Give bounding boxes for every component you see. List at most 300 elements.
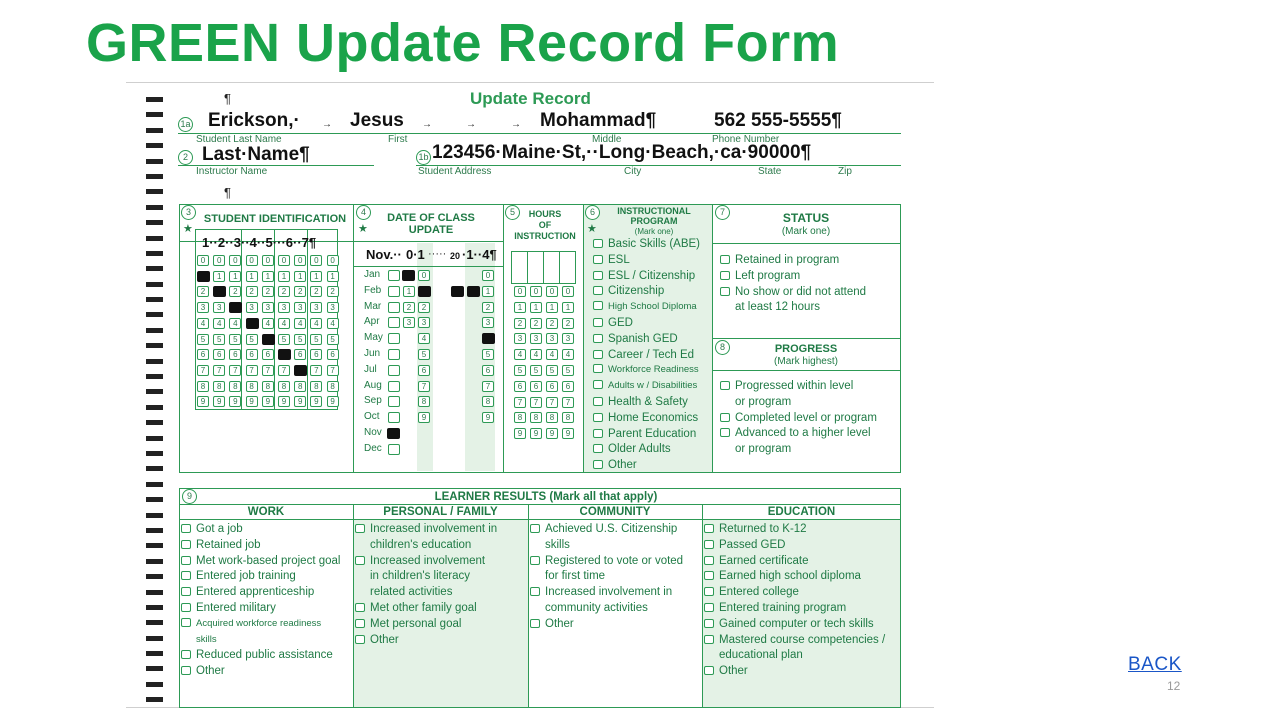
id-bubble[interactable]: 1: [246, 271, 258, 282]
program-option[interactable]: [593, 458, 637, 472]
learner-result-item[interactable]: [704, 633, 885, 647]
program-option[interactable]: [593, 363, 699, 377]
phone-field[interactable]: 562 555-5555¶: [714, 110, 842, 131]
checkbox-icon[interactable]: [181, 603, 191, 612]
id-bubble[interactable]: 3: [294, 302, 306, 313]
checkbox-icon[interactable]: [593, 460, 603, 469]
hours-bubble[interactable]: 1: [562, 302, 574, 313]
day-ones-bubble[interactable]: 3: [418, 317, 430, 328]
checkbox-icon[interactable]: [530, 619, 540, 628]
checkbox-icon[interactable]: [593, 413, 603, 422]
day-ones-bubble[interactable]: 2: [418, 302, 430, 313]
binder-hole: [146, 374, 163, 379]
id-bubble[interactable]: 8: [278, 381, 290, 392]
checkbox-icon[interactable]: [720, 271, 730, 280]
checkbox-icon[interactable]: [530, 587, 540, 596]
instructor-name-field[interactable]: Last·Name¶: [202, 144, 310, 165]
learner-result-item[interactable]: [181, 601, 276, 615]
program-option-label: Citizenship: [608, 285, 665, 298]
checkbox-icon[interactable]: [704, 587, 714, 596]
checkbox-icon[interactable]: [181, 571, 191, 580]
id-bubble[interactable]: 2: [310, 286, 322, 297]
hours-bubble[interactable]: 7: [546, 397, 558, 408]
id-bubble[interactable]: 6: [327, 349, 339, 360]
hours-bubble[interactable]: 7: [530, 397, 542, 408]
back-link[interactable]: BACK: [1128, 654, 1182, 675]
id-bubble[interactable]: 0: [213, 255, 225, 266]
checkbox-icon[interactable]: [593, 301, 603, 310]
learner-result-item[interactable]: [704, 617, 874, 631]
hours-bubble[interactable]: 2: [562, 318, 574, 329]
checkbox-icon[interactable]: [355, 556, 365, 565]
learner-result-item[interactable]: [530, 585, 672, 599]
checkbox-icon[interactable]: [593, 364, 603, 373]
binder-hole: [146, 451, 163, 456]
status-option[interactable]: [720, 253, 839, 267]
id-bubble[interactable]: 3: [197, 302, 209, 313]
learner-result-item[interactable]: [355, 554, 485, 568]
id-bubble[interactable]: 1: [294, 271, 306, 282]
checkbox-icon[interactable]: [704, 635, 714, 644]
marked-year-bubble[interactable]: [451, 286, 464, 297]
learner-result-item[interactable]: [355, 633, 399, 647]
month-bubble[interactable]: [388, 444, 400, 455]
learner-result-item[interactable]: [530, 554, 683, 568]
program-heading: INSTRUCTIONAL PROGRAM (Mark one): [617, 206, 691, 236]
hours-bubble[interactable]: 7: [514, 397, 526, 408]
id-bubble[interactable]: 0: [229, 255, 241, 266]
program-option[interactable]: [593, 348, 694, 362]
id-bubble[interactable]: 2: [246, 286, 258, 297]
hours-bubble[interactable]: 6: [530, 381, 542, 392]
hours-bubble[interactable]: 4: [514, 349, 526, 360]
hours-bubble[interactable]: 9: [514, 428, 526, 439]
day-ones-bubble[interactable]: 7: [418, 381, 430, 392]
program-option[interactable]: [593, 411, 698, 425]
id-bubble[interactable]: 8: [229, 381, 241, 392]
program-option[interactable]: [593, 427, 696, 441]
checkbox-icon[interactable]: [704, 524, 714, 533]
id-bubble[interactable]: 0: [197, 255, 209, 266]
program-option[interactable]: [593, 332, 678, 346]
day-tens-bubble[interactable]: 3: [403, 317, 415, 328]
hours-bubble[interactable]: 2: [546, 318, 558, 329]
learner-result-item[interactable]: [704, 554, 809, 568]
id-bubble[interactable]: 3: [310, 302, 322, 313]
marked-bubble[interactable]: [246, 318, 259, 329]
checkbox-icon[interactable]: [355, 524, 365, 533]
id-bubble[interactable]: 7: [278, 365, 290, 376]
hours-bubble[interactable]: 6: [562, 381, 574, 392]
learner-result-item[interactable]: [704, 585, 799, 599]
id-bubble[interactable]: 7: [246, 365, 258, 376]
checkbox-icon[interactable]: [593, 444, 603, 453]
hours-bubble[interactable]: 3: [562, 333, 574, 344]
id-bubble[interactable]: 4: [213, 318, 225, 329]
learner-result-item[interactable]: [355, 601, 477, 615]
year-bubble[interactable]: 2: [482, 302, 494, 313]
checkbox-icon[interactable]: [593, 380, 603, 389]
marked-month-bubble[interactable]: [387, 428, 400, 439]
learner-result-label: Entered job training: [196, 570, 296, 583]
id-bubble[interactable]: 4: [229, 318, 241, 329]
section-5-number: 5: [505, 205, 520, 220]
checkbox-icon[interactable]: [720, 381, 730, 390]
hours-bubble[interactable]: 2: [514, 318, 526, 329]
hours-bubble[interactable]: 0: [546, 286, 558, 297]
page-number: 12: [1167, 679, 1181, 693]
id-bubble[interactable]: 3: [262, 302, 274, 313]
marked-day-bubble[interactable]: [418, 286, 431, 297]
section-2-number: 2: [178, 150, 193, 165]
hours-bubble[interactable]: 4: [530, 349, 542, 360]
program-option[interactable]: [593, 379, 697, 393]
id-bubble[interactable]: 1: [327, 271, 339, 282]
id-bubble[interactable]: 2: [278, 286, 290, 297]
month-bubble[interactable]: [388, 302, 400, 313]
id-bubble[interactable]: 9: [229, 396, 241, 407]
checkbox-icon[interactable]: [181, 587, 191, 596]
hours-bubble[interactable]: 8: [546, 412, 558, 423]
hours-bubble[interactable]: 5: [562, 365, 574, 376]
hours-bubble[interactable]: 0: [562, 286, 574, 297]
id-bubble[interactable]: 1: [310, 271, 322, 282]
learner-result-item[interactable]: [704, 664, 748, 678]
month-bubble[interactable]: [388, 270, 400, 281]
id-bubble[interactable]: 9: [197, 396, 209, 407]
program-option[interactable]: [593, 269, 695, 283]
hours-bubble[interactable]: 7: [562, 397, 574, 408]
month-bubble[interactable]: [388, 412, 400, 423]
status-option[interactable]: [720, 285, 866, 299]
checkbox-icon[interactable]: [181, 650, 191, 659]
id-bubble[interactable]: 5: [213, 334, 225, 345]
month-bubble[interactable]: [388, 333, 400, 344]
id-bubble[interactable]: 9: [246, 396, 258, 407]
month-bubble[interactable]: [388, 381, 400, 392]
id-bubble[interactable]: 8: [262, 381, 274, 392]
id-bubble[interactable]: 4: [262, 318, 274, 329]
student-address-field[interactable]: 123456·Maine·St,··Long·Beach,·ca·90000¶: [432, 142, 812, 163]
hours-bubble[interactable]: 9: [546, 428, 558, 439]
checkbox-icon[interactable]: [181, 618, 191, 627]
id-bubble[interactable]: 6: [246, 349, 258, 360]
month-bubble[interactable]: [388, 317, 400, 328]
checkbox-icon[interactable]: [704, 603, 714, 612]
id-bubble[interactable]: 5: [229, 334, 241, 345]
checkbox-icon[interactable]: [355, 603, 365, 612]
id-bubble[interactable]: 3: [213, 302, 225, 313]
hours-bubble[interactable]: 6: [546, 381, 558, 392]
hours-bubble[interactable]: 5: [530, 365, 542, 376]
binder-hole: [146, 697, 163, 702]
program-option[interactable]: [593, 395, 688, 409]
id-bubble[interactable]: 3: [246, 302, 258, 313]
learner-result-item[interactable]: [704, 601, 846, 615]
binder-hole: [146, 574, 163, 579]
learner-result-item[interactable]: [704, 522, 807, 536]
checkbox-icon[interactable]: [181, 556, 191, 565]
id-bubble[interactable]: 0: [310, 255, 322, 266]
hours-bubble[interactable]: 0: [514, 286, 526, 297]
year-bubble[interactable]: 7: [482, 381, 494, 392]
id-bubble[interactable]: 9: [327, 396, 339, 407]
id-bubble[interactable]: 8: [246, 381, 258, 392]
hours-bubble[interactable]: 9: [562, 428, 574, 439]
checkbox-icon[interactable]: [593, 334, 603, 343]
hours-bubble[interactable]: 1: [514, 302, 526, 313]
checkbox-icon[interactable]: [593, 271, 603, 280]
hours-bubble[interactable]: 4: [562, 349, 574, 360]
month-bubble[interactable]: [388, 286, 400, 297]
hours-bubble[interactable]: 5: [514, 365, 526, 376]
hours-bubble[interactable]: 1: [546, 302, 558, 313]
program-option[interactable]: [593, 300, 697, 314]
id-bubble[interactable]: 6: [262, 349, 274, 360]
middle-name-field[interactable]: Mohammad¶: [540, 110, 657, 131]
hours-bubble[interactable]: 1: [530, 302, 542, 313]
checkbox-icon[interactable]: [593, 397, 603, 406]
hours-bubble[interactable]: 5: [546, 365, 558, 376]
status-option-label: Left program: [735, 269, 801, 282]
id-bubble[interactable]: 7: [327, 365, 339, 376]
id-bubble[interactable]: 5: [310, 334, 322, 345]
id-bubble[interactable]: 6: [294, 349, 306, 360]
id-bubble[interactable]: 7: [229, 365, 241, 376]
program-option[interactable]: [593, 237, 700, 251]
id-bubble[interactable]: 9: [294, 396, 306, 407]
year-bubble[interactable]: 0: [482, 270, 494, 281]
checkbox-icon[interactable]: [181, 524, 191, 533]
learner-result-label: Met personal goal: [370, 617, 462, 630]
id-bubble[interactable]: 3: [278, 302, 290, 313]
id-bubble[interactable]: 0: [294, 255, 306, 266]
marked-bubble[interactable]: [229, 302, 242, 313]
checkbox-icon[interactable]: [355, 635, 365, 644]
tab-arrow-icon: →: [466, 119, 476, 130]
learner-result-item[interactable]: [181, 617, 321, 631]
id-bubble[interactable]: 9: [213, 396, 225, 407]
id-bubble[interactable]: 1: [213, 271, 225, 282]
marked-day-bubble[interactable]: [402, 270, 415, 281]
day-ones-bubble[interactable]: 4: [418, 333, 430, 344]
learner-result-label: Achieved U.S. Citizenship: [545, 523, 678, 535]
month-label: May: [364, 332, 383, 344]
year-bubble[interactable]: 1: [482, 286, 494, 297]
day-ones-bubble[interactable]: 8: [418, 396, 430, 407]
learner-result-label: Retained job: [196, 538, 261, 551]
learner-result-label: skills: [196, 633, 217, 645]
day-ones-bubble[interactable]: 9: [418, 412, 430, 423]
id-bubble[interactable]: 8: [294, 381, 306, 392]
binder-hole: [146, 620, 163, 625]
id-bubble[interactable]: 5: [278, 334, 290, 345]
id-bubble[interactable]: 5: [197, 334, 209, 345]
id-bubble[interactable]: 4: [310, 318, 322, 329]
checkbox-icon[interactable]: [593, 286, 603, 295]
marked-bubble[interactable]: [278, 349, 291, 360]
learner-result-item[interactable]: [355, 522, 497, 536]
marked-bubble[interactable]: [294, 365, 307, 376]
id-bubble[interactable]: 0: [327, 255, 339, 266]
checkbox-icon[interactable]: [181, 666, 191, 675]
hours-bubble[interactable]: 0: [530, 286, 542, 297]
marked-bubble[interactable]: [197, 271, 210, 282]
program-option[interactable]: [593, 284, 664, 298]
id-bubble[interactable]: 0: [278, 255, 290, 266]
learner-result-item[interactable]: [704, 569, 861, 583]
learner-result-item[interactable]: [181, 538, 261, 552]
status-option-label: No show or did not attend: [735, 285, 867, 298]
id-bubble[interactable]: 4: [327, 318, 339, 329]
id-bubble[interactable]: 3: [327, 302, 339, 313]
id-bubble[interactable]: 4: [278, 318, 290, 329]
program-option[interactable]: [593, 253, 630, 267]
id-bubble[interactable]: 7: [213, 365, 225, 376]
year-bubble[interactable]: 8: [482, 396, 494, 407]
day-tens-bubble[interactable]: 2: [403, 302, 415, 313]
binder-hole: [146, 436, 163, 441]
id-bubble[interactable]: 7: [262, 365, 274, 376]
id-bubble[interactable]: 1: [262, 271, 274, 282]
learner-result-item[interactable]: [181, 554, 340, 568]
learner-result-label: in children's literacy: [370, 570, 470, 583]
id-bubble[interactable]: 8: [327, 381, 339, 392]
id-bubble[interactable]: 6: [213, 349, 225, 360]
checkbox-icon[interactable]: [720, 428, 730, 437]
id-bubble[interactable]: 5: [294, 334, 306, 345]
id-bubble[interactable]: 2: [327, 286, 339, 297]
checkbox-icon[interactable]: [181, 540, 191, 549]
last-name-field[interactable]: Erickson,·: [208, 110, 300, 131]
hours-bubble[interactable]: 8: [530, 412, 542, 423]
year-bubble[interactable]: 3: [482, 317, 494, 328]
year-bubble[interactable]: 6: [482, 365, 494, 376]
address-label: Student Address: [418, 166, 492, 177]
checkbox-icon[interactable]: [704, 571, 714, 580]
year-bubble[interactable]: 5: [482, 349, 494, 360]
checkbox-icon[interactable]: [355, 619, 365, 628]
day-ones-bubble[interactable]: 6: [418, 365, 430, 376]
id-bubble[interactable]: 8: [213, 381, 225, 392]
first-name-field[interactable]: Jesus: [350, 110, 404, 131]
binder-hole: [146, 682, 163, 687]
id-bubble[interactable]: 2: [197, 286, 209, 297]
checkbox-icon[interactable]: [530, 556, 540, 565]
hours-bubble[interactable]: 3: [530, 333, 542, 344]
month-bubble[interactable]: [388, 349, 400, 360]
learner-result-item[interactable]: [530, 522, 677, 536]
checkbox-icon[interactable]: [593, 429, 603, 438]
program-option[interactable]: [593, 316, 633, 330]
checkbox-icon[interactable]: [720, 413, 730, 422]
id-bubble[interactable]: 0: [262, 255, 274, 266]
id-bubble[interactable]: 8: [197, 381, 209, 392]
hours-bubble[interactable]: 3: [546, 333, 558, 344]
progress-option[interactable]: [720, 426, 871, 440]
program-option-label: Older Adults: [608, 443, 671, 456]
learner-result-item[interactable]: [530, 617, 574, 631]
id-bubble[interactable]: 4: [294, 318, 306, 329]
month-bubble[interactable]: [388, 396, 400, 407]
learner-result-item[interactable]: [355, 617, 461, 631]
program-option[interactable]: [593, 442, 671, 456]
checkbox-icon[interactable]: [720, 287, 730, 296]
id-bubble[interactable]: 9: [310, 396, 322, 407]
id-bubble[interactable]: 1: [229, 271, 241, 282]
id-bubble[interactable]: 2: [229, 286, 241, 297]
checkbox-icon[interactable]: [593, 318, 603, 327]
learner-result-item[interactable]: [181, 569, 296, 583]
id-bubble[interactable]: 1: [278, 271, 290, 282]
day-tens-bubble[interactable]: 1: [403, 286, 415, 297]
id-bubble[interactable]: 2: [262, 286, 274, 297]
marked-bubble[interactable]: [213, 286, 226, 297]
day-tens-bubble[interactable]: 0: [418, 270, 430, 281]
progress-option-label: or program: [735, 395, 792, 408]
checkbox-icon[interactable]: [593, 350, 603, 359]
checkbox-icon[interactable]: [530, 524, 540, 533]
checkbox-icon[interactable]: [593, 255, 603, 264]
hours-bubble[interactable]: 8: [562, 412, 574, 423]
id-bubble[interactable]: 8: [310, 381, 322, 392]
status-option[interactable]: [720, 269, 800, 283]
learner-result-item[interactable]: [704, 538, 785, 552]
id-bubble[interactable]: 5: [246, 334, 258, 345]
checkbox-icon[interactable]: [720, 255, 730, 264]
learner-result-item[interactable]: [181, 522, 243, 536]
checkbox-icon[interactable]: [704, 540, 714, 549]
marked-year-bubble[interactable]: [467, 286, 480, 297]
progress-option[interactable]: [720, 411, 877, 425]
month-bubble[interactable]: [388, 365, 400, 376]
id-bubble[interactable]: 6: [229, 349, 241, 360]
marked-year-bubble[interactable]: [482, 333, 495, 344]
marked-bubble[interactable]: [262, 334, 275, 345]
id-bubble[interactable]: 4: [197, 318, 209, 329]
binder-hole: [146, 236, 163, 241]
learner-result-item[interactable]: [181, 648, 333, 662]
binder-hole: [146, 128, 163, 133]
id-bubble[interactable]: 0: [246, 255, 258, 266]
hours-bubble[interactable]: 9: [530, 428, 542, 439]
hours-bubble[interactable]: 6: [514, 381, 526, 392]
hours-bubble[interactable]: 2: [530, 318, 542, 329]
id-bubble[interactable]: 5: [327, 334, 339, 345]
checkbox-icon[interactable]: [593, 239, 603, 248]
checkbox-icon[interactable]: [704, 666, 714, 675]
id-bubble[interactable]: 2: [294, 286, 306, 297]
learner-result-label: Reduced public assistance: [196, 649, 333, 662]
hours-bubble[interactable]: 4: [546, 349, 558, 360]
day-ones-bubble[interactable]: 5: [418, 349, 430, 360]
learner-result-item[interactable]: [181, 585, 314, 599]
id-bubble[interactable]: 7: [197, 365, 209, 376]
month-label: Feb: [364, 284, 382, 296]
hours-bubble[interactable]: 8: [514, 412, 526, 423]
hours-bubble[interactable]: 3: [514, 333, 526, 344]
checkbox-icon[interactable]: [704, 619, 714, 628]
checkbox-icon[interactable]: [704, 556, 714, 565]
progress-option[interactable]: [720, 379, 853, 393]
id-bubble[interactable]: 9: [262, 396, 274, 407]
id-bubble[interactable]: 9: [278, 396, 290, 407]
year-bubble[interactable]: 9: [482, 412, 494, 423]
learner-result-item[interactable]: [181, 664, 225, 678]
id-bubble[interactable]: 6: [197, 349, 209, 360]
id-bubble[interactable]: 7: [310, 365, 322, 376]
id-bubble[interactable]: 6: [310, 349, 322, 360]
